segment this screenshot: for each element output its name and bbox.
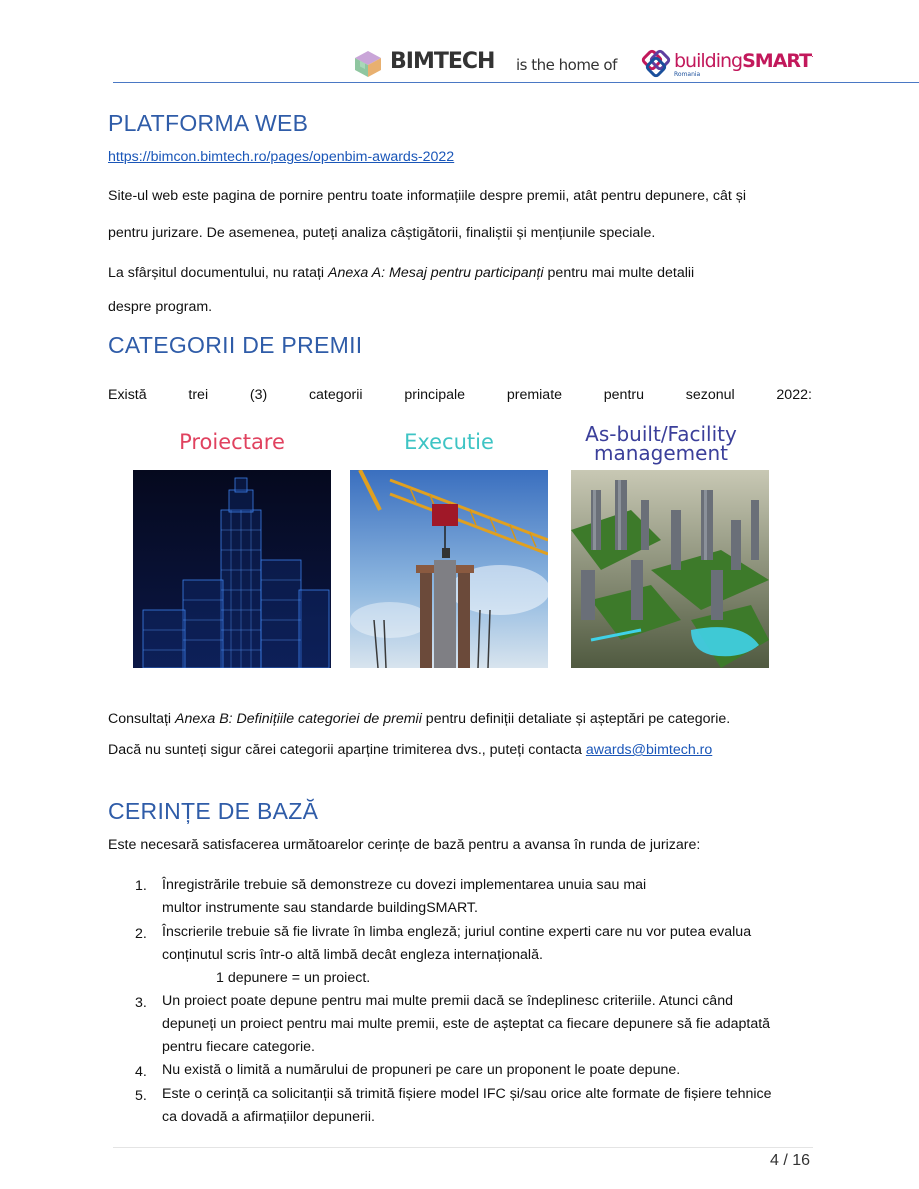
- footer-divider: [113, 1147, 813, 1148]
- buildingsmart-logo-icon: [640, 48, 672, 80]
- annex-a-reference: Anexa A: Mesaj pentru participanți: [328, 265, 544, 281]
- requirements-intro: Este necesară satisfacerea următoarelor cerințe de bază pentru a avansa în runda de jurizare:: [108, 837, 701, 853]
- bimtech-cube-logo-icon: [354, 50, 382, 78]
- list-item: Înscrierile trebuie să fie livrate în limba engleză; juriul contine experti care nu vor putea evalua conținutul scris într-o altă limbă decât engleza internațională. 1 depunere = un proiect.: [162, 924, 752, 986]
- contact-paragraph: Dacă nu sunteți sigur cărei categorii aparține trimiterea dvs., puteți contacta awards@bimtech.ro: [108, 742, 713, 758]
- list-item-number: 4.: [135, 1064, 147, 1080]
- awards-website-link[interactable]: https://bimcon.bimtech.ro/pages/openbim-awards-2022: [108, 149, 455, 165]
- list-item: Este o cerință ca solicitanții să trimită fișiere model IFC și/sau orice alte formate de fișiere tehnice ca dovadă a afirmațiilor depunerii.: [162, 1086, 772, 1125]
- page-header: [0, 44, 919, 84]
- list-item: Înregistrările trebuie să demonstreze cu dovezi implementarea unuia sau mai multor instrumente sau standarde buildingSMART.: [162, 877, 647, 916]
- annex-b-paragraph: Consultați Anexa B: Definițiile categoriei de premii pentru definiții detaliate și așteptări pe categorie.: [108, 711, 731, 727]
- category-title-executie: Executie: [404, 430, 494, 454]
- asbuilt-city-image: [571, 470, 769, 668]
- heading-cerinte-de-baza: CERINȚE DE BAZĂ: [108, 798, 319, 824]
- bimtech-brand: BIMTECH: [390, 49, 495, 74]
- awards-email-link[interactable]: awards@bimtech.ro: [585, 742, 713, 758]
- annex-b-reference: Anexa B: Definițiile categoriei de premii: [175, 711, 422, 727]
- list-item: Nu există o limită a numărului de propuneri pe care un proponent le poate depune.: [162, 1062, 681, 1078]
- buildingsmart-wordmark: buildingSMART.: [674, 50, 813, 72]
- list-item-number: 2.: [135, 926, 147, 942]
- category-title-proiectare: Proiectare: [179, 430, 285, 454]
- paragraph-line: Site-ul web este pagina de pornire pentru toate informațiile despre premii, atât pentru depunere, cât și: [108, 188, 747, 204]
- list-item-number: 3.: [135, 995, 147, 1011]
- categories-intro: Există trei (3) categorii principale premiate pentru sezonul 2022:: [108, 387, 812, 403]
- category-title-asbuilt: As-built/Facility management: [585, 422, 737, 465]
- list-item-number: 1.: [135, 878, 147, 894]
- annex-a-paragraph: La sfârșitul documentului, nu ratați Anexa A: Mesaj pentru participanți pentru mai multe detalii: [108, 265, 695, 281]
- page-number: 4 / 16: [770, 1152, 811, 1169]
- proiectare-wireframe-image: [133, 470, 331, 668]
- list-item-number: 5.: [135, 1088, 147, 1104]
- list-item: Un proiect poate depune pentru mai multe premii dacă se îndeplinesc criteriile. Atunci când depuneți un proiect pentru mai multe premii, este de așteptat ca fiecare depunere să fie adaptată pentru fiecare categorie.: [162, 993, 771, 1055]
- paragraph-line: despre program.: [108, 299, 213, 315]
- executie-crane-image: [350, 470, 548, 668]
- heading-categorii-de-premii: CATEGORII DE PREMII: [108, 332, 363, 358]
- header-divider: [113, 82, 919, 83]
- heading-platforma-web: PLATFORMA WEB: [108, 110, 309, 136]
- buildingsmart-chapter: Romania: [674, 71, 701, 78]
- header-tagline: is the home of: [516, 56, 617, 74]
- paragraph-line: pentru jurizare. De asemenea, puteți analiza câștigătorii, finaliștii și mențiunile speciale.: [108, 225, 656, 241]
